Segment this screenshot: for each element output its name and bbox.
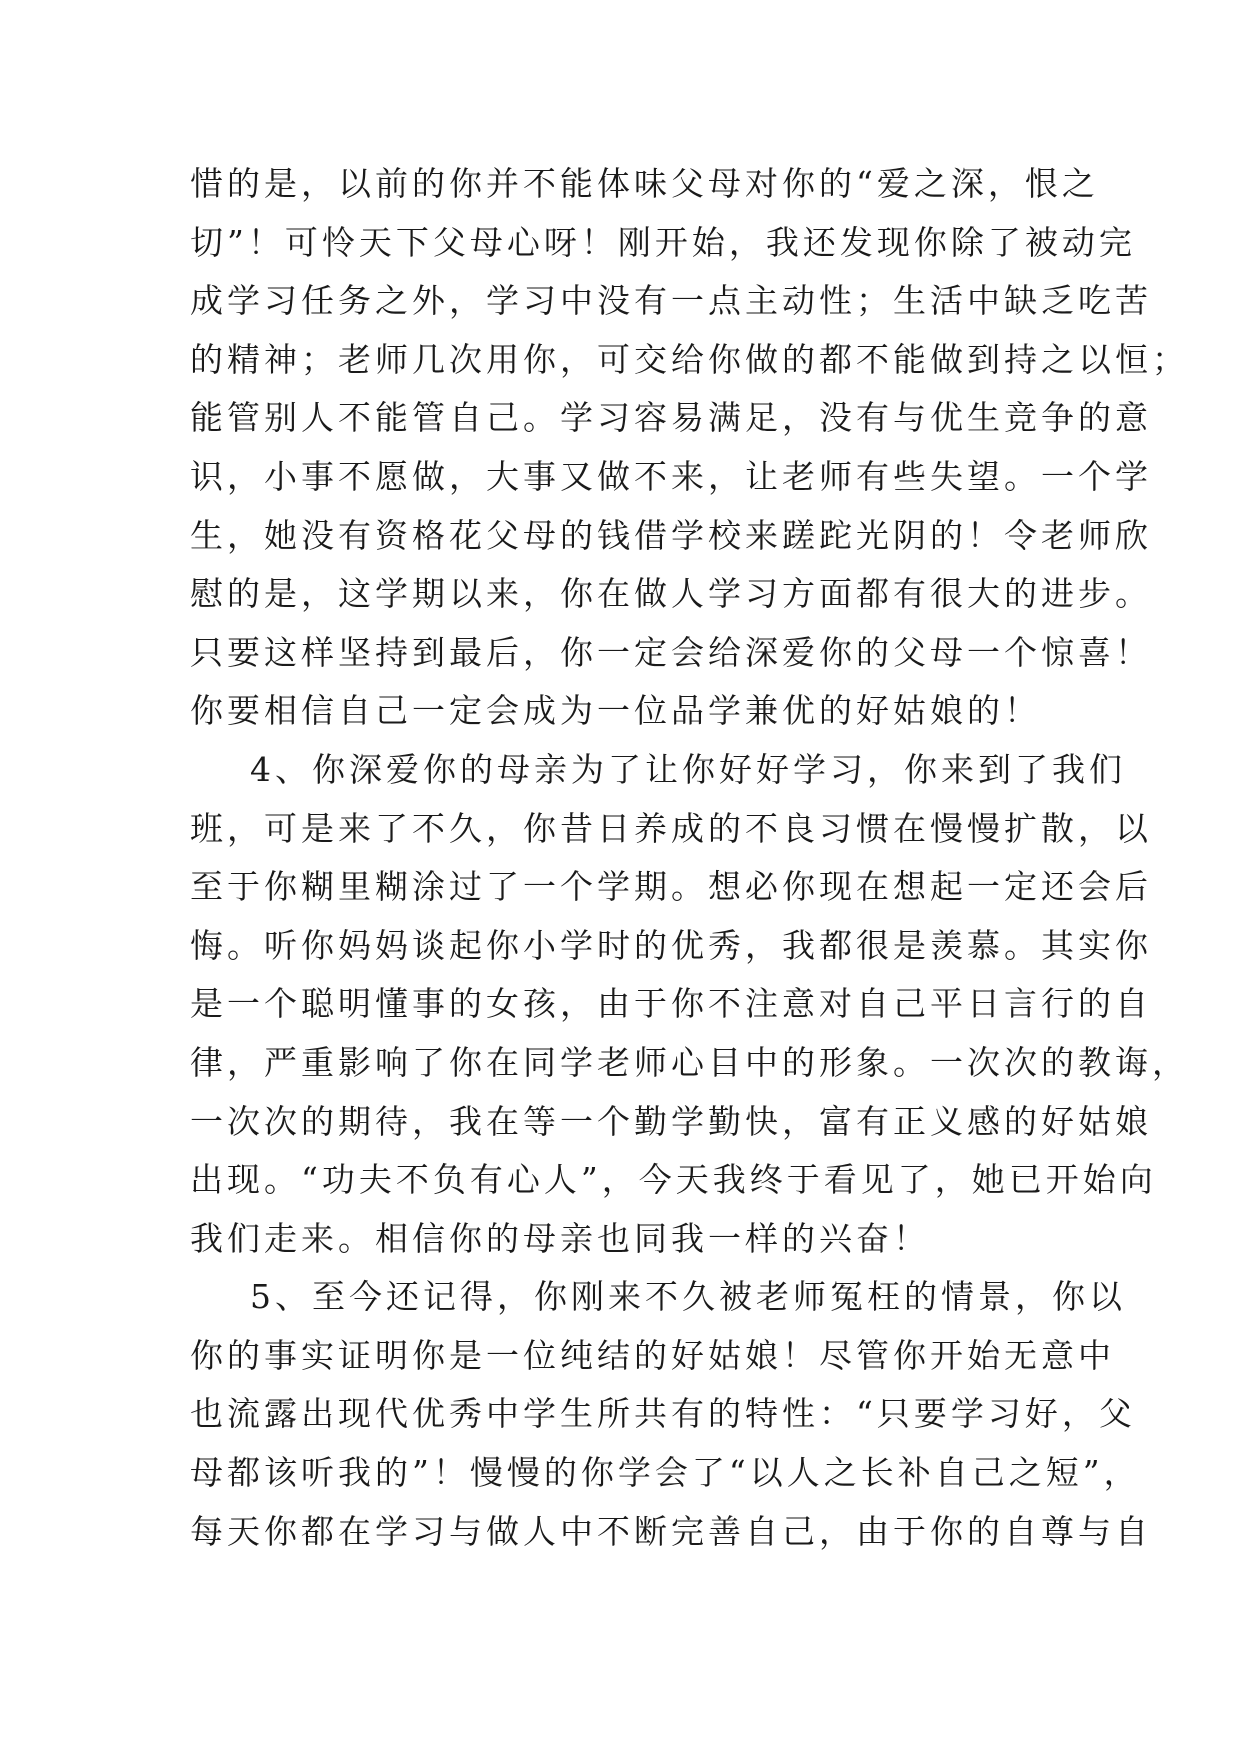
- text-line: 能管别人不能管自己。学习容易满足，没有与优生竞争的意: [190, 398, 1152, 438]
- text-line: 你要相信自己一定会成为一位品学兼优的好姑娘的！: [190, 691, 1041, 731]
- text-line: 至于你糊里糊涂过了一个学期。想必你现在想起一定还会后: [190, 867, 1152, 907]
- paragraph-first-line: 4、你深爱你的母亲为了让你好好学习，你来到了我们: [250, 749, 1126, 789]
- text-line: 的精神；老师几次用你，可交给你做的都不能做到持之以恒；: [190, 339, 1189, 379]
- text-line: 律，严重影响了你在同学老师心目中的形象。一次次的教诲，: [190, 1042, 1189, 1082]
- document-body: [190, 155, 1189, 1561]
- text-line: 你的事实证明你是一位纯结的好姑娘！尽管你开始无意中: [190, 1335, 1115, 1375]
- text-line: 班，可是来了不久，你昔日养成的不良习惯在慢慢扩散，以: [190, 808, 1152, 848]
- text-line: 生，她没有资格花父母的钱借学校来蹉跎光阴的！令老师欣: [190, 515, 1152, 555]
- paragraph-first-line: 5、至今还记得，你刚来不久被老师冤枉的情景，你以: [250, 1277, 1126, 1317]
- text-line: 母都该听我的”！慢慢的你学会了“以人之长补自己之短”，: [190, 1453, 1141, 1493]
- text-line: 惜的是，以前的你并不能体味父母对你的“爱之深，恨之: [190, 164, 1099, 203]
- text-line: 切”！可怜天下父母心呀！刚开始，我还发现你除了被动完: [190, 222, 1136, 262]
- text-line: 识，小事不愿做，大事又做不来，让老师有些失望。一个学: [190, 456, 1152, 496]
- text-line: 成学习任务之外，学习中没有一点主动性；生活中缺乏吃苦: [190, 281, 1152, 321]
- text-line: 出现。“功夫不负有心人”，今天我终于看见了，她已开始向: [190, 1160, 1157, 1200]
- text-line: 一次次的期待，我在等一个勤学勤快，富有正义感的好姑娘: [190, 1101, 1152, 1141]
- text-line: 我们走来。相信你的母亲也同我一样的兴奋！: [190, 1218, 930, 1258]
- text-line: 悔。听你妈妈谈起你小学时的优秀，我都很是羡慕。其实你: [190, 925, 1152, 965]
- text-line: 只要这样坚持到最后，你一定会给深爱你的父母一个惊喜！: [190, 632, 1152, 672]
- text-line: 是一个聪明懂事的女孩，由于你不注意对自己平日言行的自: [190, 984, 1152, 1024]
- text-line: 也流露出现代优秀中学生所共有的特性：“只要学习好，父: [190, 1394, 1136, 1434]
- text-line: 每天你都在学习与做人中不断完善自己，由于你的自尊与自: [190, 1511, 1152, 1551]
- text-line: 慰的是，这学期以来，你在做人学习方面都有很大的进步。: [190, 574, 1152, 614]
